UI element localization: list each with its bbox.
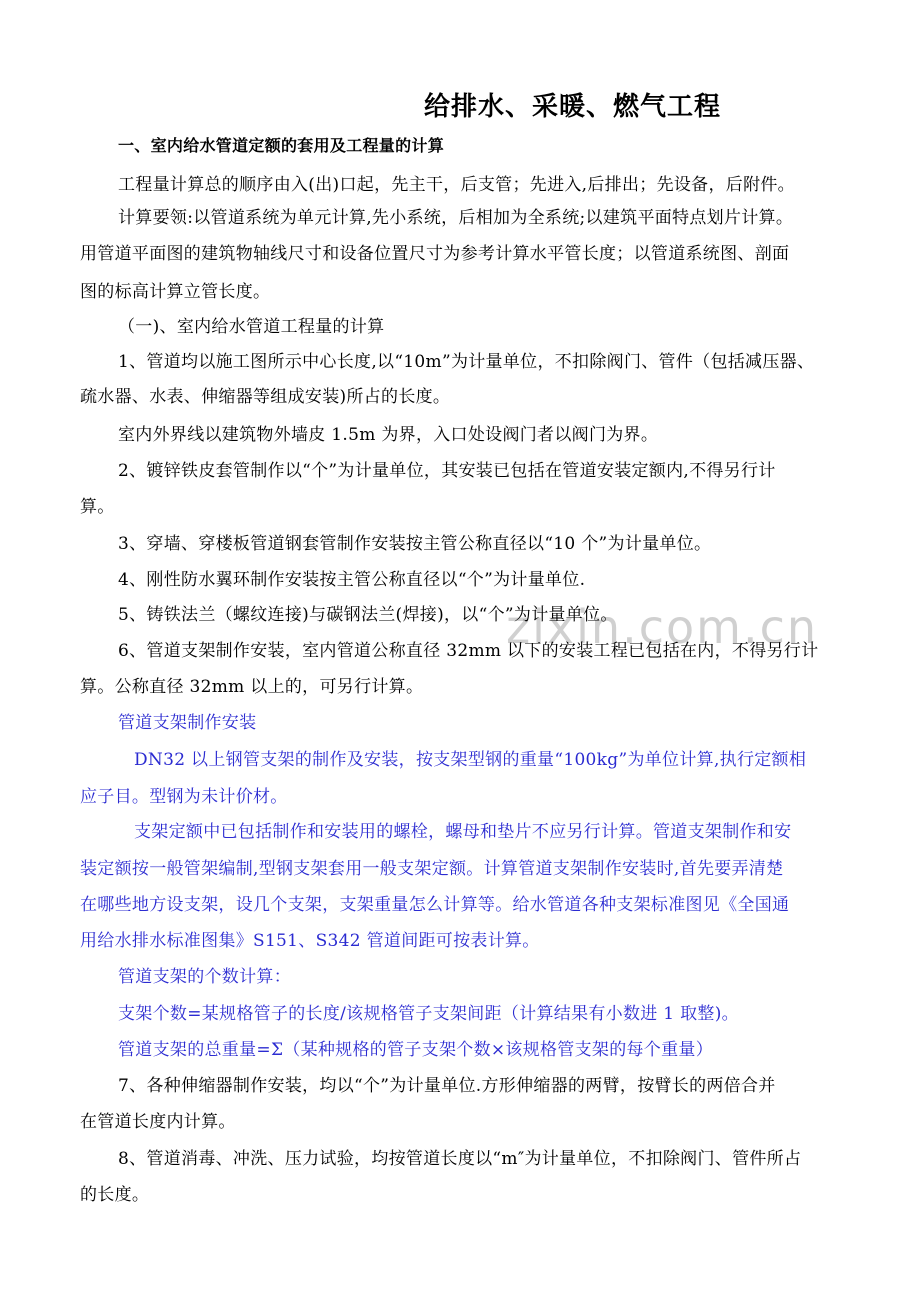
item-4: 4、刚性防水翼环制作安装按主管公称直径以“个”为计量单位. <box>118 570 586 590</box>
support-detail-line-4: 用给水排水标准图集》S151、S342 管道间距可按表计算。 <box>80 931 540 951</box>
page-title: 给排水、采暖、燃气工程 <box>424 92 722 122</box>
item-7-line-2: 在管道长度内计算。 <box>80 1112 236 1132</box>
item-8-line-2: 的长度。 <box>80 1185 150 1205</box>
dn32-line-1: DN32 以上钢管支架的制作及安装，按支架型钢的重量“100kg”为单位计算,执行定额相 <box>134 750 807 770</box>
item-1-line-1: 1、管道均以施工图所示中心长度,以“10m”为计量单位，不扣除阀门、管件（包括减压器、 <box>118 352 815 372</box>
method-line-1: 计算要领:以管道系统为单元计算,先小系统，后相加为全系统;以建筑平面特点划片计算。 <box>118 208 794 228</box>
support-count-heading: 管道支架的个数计算： <box>118 967 291 987</box>
section-heading: 一、室内给水管道定额的套用及工程量的计算 <box>118 136 445 155</box>
item-1-line-2: 疏水器、水表、伸缩器等组成安装)所占的长度。 <box>80 387 451 407</box>
item-6-line-2: 算。公称直径 32mm 以上的，可另行计算。 <box>80 677 424 697</box>
boundary-text: 室内外界线以建筑物外墙皮 1.5m 为界，入口处设阀门者以阀门为界。 <box>118 425 659 445</box>
item-8-line-1: 8、管道消毒、冲洗、压力试验，均按管道长度以“m″为计量单位，不扣除阀门、管件所占 <box>118 1149 802 1169</box>
item-2-line-2: 算。 <box>80 497 115 517</box>
support-weight-formula: 管道支架的总重量=Σ（某种规格的管子支架个数×该规格管支架的每个重量） <box>118 1040 714 1060</box>
item-5: 5、铸铁法兰（螺纹连接)与碳钢法兰(焊接)，以“个”为计量单位。 <box>118 605 618 625</box>
item-3: 3、穿墙、穿楼板管道钢套管制作安装按主管公称直径以“10 个”为计量单位。 <box>118 534 712 554</box>
support-detail-line-2: 装定额按一般管架编制,型钢支架套用一般支架定额。计算管道支架制作安装时,首先要弄清楚 <box>80 859 784 879</box>
method-line-3: 图的标高计算立管长度。 <box>80 282 271 302</box>
item-2-line-1: 2、镀锌铁皮套管制作以“个”为计量单位，其安装已包括在管道安装定额内,不得另行计 <box>118 461 776 481</box>
item-7-line-1: 7、各种伸缩器制作安装，均以“个”为计量单位.方形伸缩器的两臂，按臂长的两倍合并 <box>118 1076 776 1096</box>
method-line-2: 用管道平面图的建筑物轴线尺寸和设备位置尺寸为参考计算水平管长度；以管道系统图、剖面 <box>80 244 790 264</box>
watermark: zixin.com.cn <box>506 600 819 654</box>
support-heading: 管道支架制作安装 <box>118 713 257 733</box>
dn32-line-2: 应子目。型钢为未计价材。 <box>80 787 288 807</box>
support-count-formula: 支架个数=某规格管子的长度/该规格管子支架间距（计算结果有小数进 1 取整)。 <box>118 1004 739 1024</box>
support-detail-line-1: 支架定额中已包括制作和安装用的螺栓，螺母和垫片不应另行计算。管道支架制作和安 <box>134 822 792 842</box>
subheading: （一)、室内给水管道工程量的计算 <box>118 317 385 337</box>
order-text: 工程量计算总的顺序由入(出)口起，先主干，后支管；先进入,后排出；先设备，后附件。 <box>118 175 795 195</box>
item-6-line-1: 6、管道支架制作安装，室内管道公称直径 32mm 以下的安装工程已包括在内，不得另行计 <box>118 641 819 661</box>
support-detail-line-3: 在哪些地方设支架，设几个支架，支架重量怎么计算等。给水管道各种支架标准图见《全国通 <box>80 895 790 915</box>
